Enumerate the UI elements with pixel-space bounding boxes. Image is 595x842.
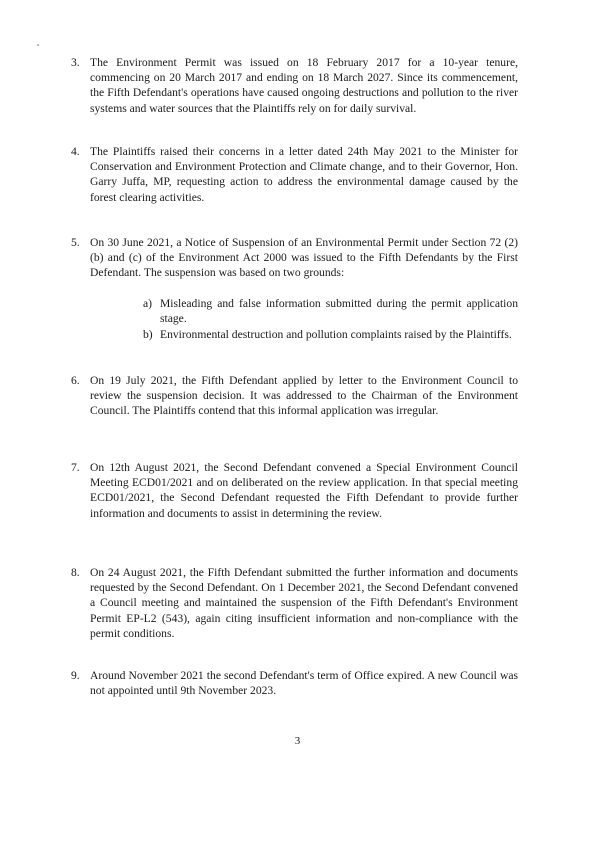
list-item-text: Environmental destruction and pollution complaints raised by the Plaintiffs. xyxy=(160,328,512,342)
paragraph-text: The Environment Permit was issued on 18 February 2017 for a 10-year tenure, commencing on 20 March 2017 and ending on 18 March 2027. Since its commencement, the Fifth Defendant's operations have caused ongoing destructions and pollution to the river systems and water sources that the Plaintiffs rely on for daily survival. xyxy=(90,56,518,115)
paragraph-text: On 12th August 2021, the Second Defendant convened a Special Environment Council Meeting ECD01/2021 and on deliberated on the review application. In that special meeting ECD01/2021, the Second Defendant requested the Fifth Defendant to provide further information and documents to assist in determining the review. xyxy=(90,461,518,520)
paragraph-number: 7. xyxy=(71,461,80,474)
list-item-text: Misleading and false information submitted during the permit application stage. xyxy=(160,297,518,326)
paragraph-number: 3. xyxy=(71,56,80,69)
paragraph-9 xyxy=(71,668,518,698)
paragraph-3 xyxy=(71,55,518,116)
list-item xyxy=(143,296,518,326)
paragraph-text: On 24 August 2021, the Fifth Defendant submitted the further information and documents requested by the Second Defendant. On 1 December 2021, the Second Defendant convened a Council meeting and maintained the suspension of the Fifth Defendant's Environment Permit EP-L2 (543), again citing insufficient information and non-compliance with the permit conditions. xyxy=(90,566,518,640)
paragraph-number: 6. xyxy=(71,374,80,387)
list-marker: a) xyxy=(143,297,153,310)
paragraph-number: 5. xyxy=(71,236,80,249)
paragraph-8 xyxy=(71,565,518,641)
paragraph-7 xyxy=(71,460,518,521)
paragraph-text: On 19 July 2021, the Fifth Defendant applied by letter to the Environment Council to review the suspension decision. It was addressed to the Chairman of the Environment Council. The Plaintiffs contend that this informal application was irregular. xyxy=(90,374,518,418)
scan-speck xyxy=(37,44,39,46)
paragraph-number: 8. xyxy=(71,566,80,579)
list-marker: b) xyxy=(143,328,153,342)
paragraph-5 xyxy=(71,235,518,281)
paragraph-4 xyxy=(71,144,518,205)
paragraph-number: 4. xyxy=(71,145,80,158)
paragraph-6 xyxy=(71,373,518,419)
page-number: 3 xyxy=(294,735,301,747)
paragraph-text: Around November 2021 the second Defendant's term of Office expired. A new Council was not appointed until 9th November 2023. xyxy=(90,669,518,698)
suspension-grounds-list xyxy=(143,296,518,344)
paragraph-text: On 30 June 2021, a Notice of Suspension of an Environmental Permit under Section 72 (2) (b) and (c) of the Environment Act 2000 was issued to the Fifth Defendants by the First Defendant. The suspension was based on two grounds: xyxy=(90,236,518,280)
paragraph-number: 9. xyxy=(71,669,80,682)
list-item xyxy=(143,327,518,342)
paragraph-text: The Plaintiffs raised their concerns in a letter dated 24th May 2021 to the Minister for Conservation and Environment Protection and Climate change, and to their Governor, Hon. Garry Juffa, MP, requesting action to address the environmental damage caused by the forest clearing activities. xyxy=(90,145,518,204)
